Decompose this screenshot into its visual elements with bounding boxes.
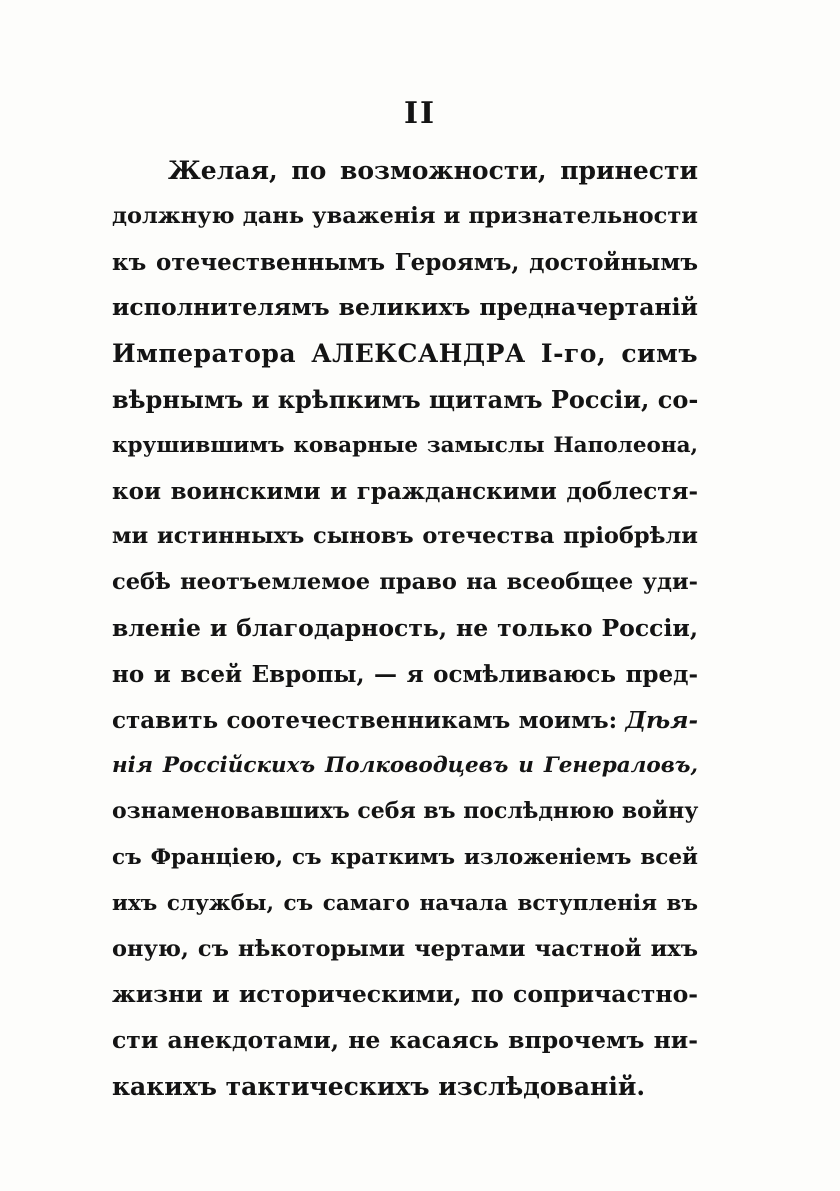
paragraph [112,148,698,1110]
page-number: II [403,96,437,131]
text-line: должную дань уваженія и признательности [112,202,698,229]
text-line: крушившимъ коварные замыслы Наполеона, [112,432,698,458]
text-line: оную, съ нѣкоторыми чертами частной ихъ [112,935,698,962]
text-line: исполнителямъ великихъ предначертаній [112,293,698,322]
text-line: къ отечественнымъ Героямъ, достойнымъ [112,248,698,276]
text-line: жизни и историческими, по сопричастно- [112,980,698,1009]
text-line-start: ставить соотечественникамъ моимъ: [112,706,618,734]
text-line: вѣрнымъ и крѣпкимъ щитамъ Россіи, со- [112,384,699,414]
text-line: какихъ тактическихъ изслѣдованій. [112,1071,646,1101]
text-line: ихъ службы, съ самаго начала вступленія въ [112,890,698,916]
text-line: но и всей Европы, — я осмѣливаюсь пред- [112,660,698,688]
text-line: съ Франціею, съ краткимъ изложеніемъ всей [112,844,698,870]
text-line: ознаменовавшихъ себя въ послѣднюю войну [112,798,699,825]
text-line: Императора АЛЕКСАНДРА I-го, симъ [112,339,698,369]
text-line: сти анекдотами, не касаясь впрочемъ ни- [112,1026,698,1055]
book-title-start: Дѣя- [625,706,698,734]
book-title-line: нія Россійскихъ Полководцевъ и Генераловъ, [112,753,698,779]
text-line: себѣ неотъемлемое право на всеобщее уди- [112,569,698,596]
text-line: вленіе и благодарность, не только Россіи, [112,613,698,642]
text-line: ми истинныхъ сыновъ отечества пріобрѣли [112,523,698,550]
text-line: кои воинскими и гражданскими доблестя- [112,477,698,505]
text-line: Желая, по возможности, принести [168,156,698,185]
text-line [112,698,698,744]
